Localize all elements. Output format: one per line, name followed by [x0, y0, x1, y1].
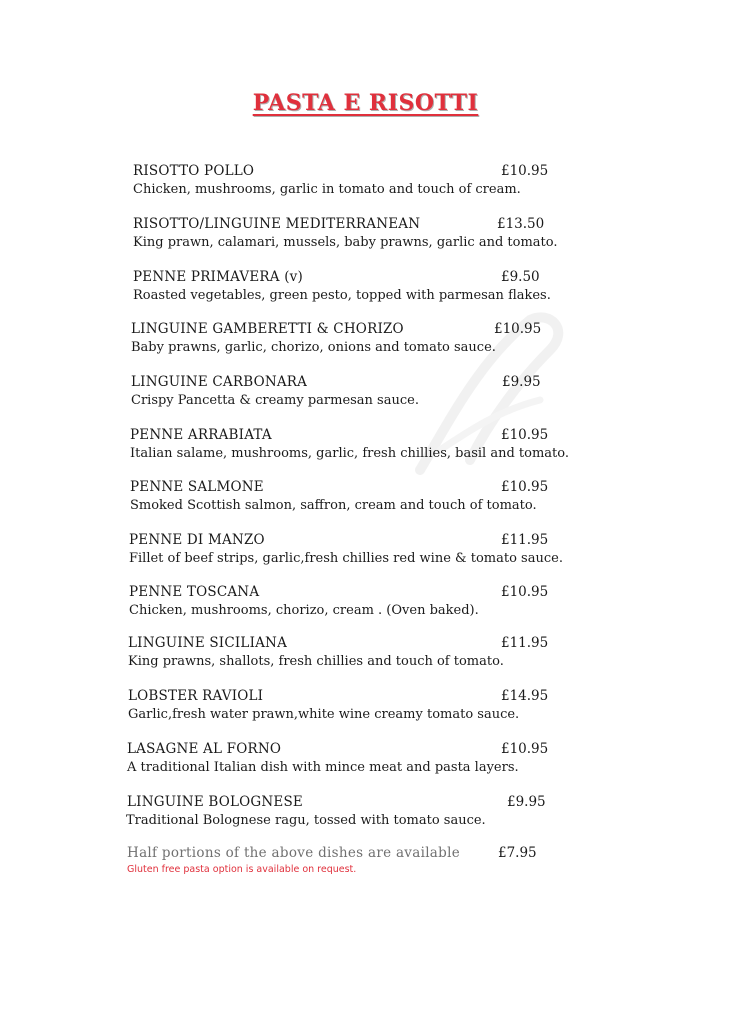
- menu-item: [0, 794, 731, 838]
- menu-item-name: LINGUINE BOLOGNESE: [127, 794, 303, 810]
- menu-item-price: £11.95: [501, 635, 549, 651]
- half-portions-note: Half portions of the above dishes are available: [127, 845, 461, 861]
- menu-item-name: LINGUINE GAMBERETTI & CHORIZO: [131, 321, 404, 337]
- menu-item-price: £10.95: [501, 741, 549, 757]
- menu-item-name: PENNE TOSCANA: [129, 584, 260, 600]
- menu-item-name: RISOTTO POLLO: [133, 163, 255, 179]
- menu-item: [0, 584, 731, 628]
- menu-item-description: Traditional Bolognese ragu, tossed with tomato sauce.: [126, 813, 486, 828]
- menu-item-price: £10.95: [501, 479, 549, 495]
- menu-item-name: RISOTTO/LINGUINE MEDITERRANEAN: [133, 216, 421, 232]
- menu-item-name: PENNE DI MANZO: [129, 532, 265, 548]
- menu-item: [0, 427, 731, 471]
- menu-item: [0, 688, 731, 732]
- menu-item: [0, 321, 731, 365]
- menu-item-description: A traditional Italian dish with mince meat and pasta layers.: [127, 760, 519, 775]
- menu-item-description: Baby prawns, garlic, chorizo, onions and tomato sauce.: [131, 340, 496, 355]
- menu-item-price: £9.95: [507, 794, 546, 810]
- menu-item-name: LASAGNE AL FORNO: [127, 741, 282, 757]
- page-title: PASTA E RISOTTI: [252, 90, 479, 116]
- menu-item: [0, 216, 731, 260]
- menu-item-price: £10.95: [501, 584, 549, 600]
- menu-item-price: £9.50: [501, 269, 540, 285]
- menu-item-name: LOBSTER RAVIOLI: [128, 688, 264, 704]
- menu-item-name: PENNE ARRABIATA: [130, 427, 272, 443]
- menu-item-description: Chicken, mushrooms, chorizo, cream . (Oven baked).: [129, 603, 479, 618]
- gluten-free-note: Gluten free pasta option is available on request.: [127, 864, 357, 875]
- menu-item: [0, 741, 731, 785]
- menu-item-name: PENNE PRIMAVERA (v): [133, 269, 303, 285]
- menu-item-description: Italian salame, mushrooms, garlic, fresh chillies, basil and tomato.: [130, 446, 569, 461]
- menu-item: [0, 532, 731, 576]
- menu-item: [0, 269, 731, 313]
- menu-item-description: Chicken, mushrooms, garlic in tomato and touch of cream.: [133, 182, 521, 197]
- half-portions-price: £7.95: [498, 845, 537, 861]
- menu-item-name: LINGUINE CARBONARA: [131, 374, 308, 390]
- menu-item-description: King prawns, shallots, fresh chillies and touch of tomato.: [128, 654, 504, 669]
- menu-item: [0, 163, 731, 207]
- menu-item-price: £10.95: [501, 163, 549, 179]
- menu-item-description: King prawn, calamari, mussels, baby prawns, garlic and tomato.: [133, 235, 558, 250]
- menu-item-name: PENNE SALMONE: [130, 479, 264, 495]
- menu-item: [0, 635, 731, 679]
- menu-item-description: Crispy Pancetta & creamy parmesan sauce.: [131, 393, 419, 408]
- menu-item: [0, 374, 731, 418]
- menu-item-price: £14.95: [501, 688, 549, 704]
- menu-item-name: LINGUINE SICILIANA: [128, 635, 288, 651]
- menu-item-price: £9.95: [502, 374, 541, 390]
- menu-item-description: Fillet of beef strips, garlic,fresh chillies red wine & tomato sauce.: [129, 551, 563, 566]
- menu-item-description: Smoked Scottish salmon, saffron, cream and touch of tomato.: [130, 498, 537, 513]
- menu-item: [0, 479, 731, 523]
- menu-item-description: Garlic,fresh water prawn,white wine creamy tomato sauce.: [128, 707, 520, 722]
- menu-item-price: £13.50: [497, 216, 545, 232]
- menu-item-price: £11.95: [501, 532, 549, 548]
- menu-item-description: Roasted vegetables, green pesto, topped with parmesan flakes.: [133, 288, 551, 303]
- menu-item-price: £10.95: [494, 321, 542, 337]
- menu-item-price: £10.95: [501, 427, 549, 443]
